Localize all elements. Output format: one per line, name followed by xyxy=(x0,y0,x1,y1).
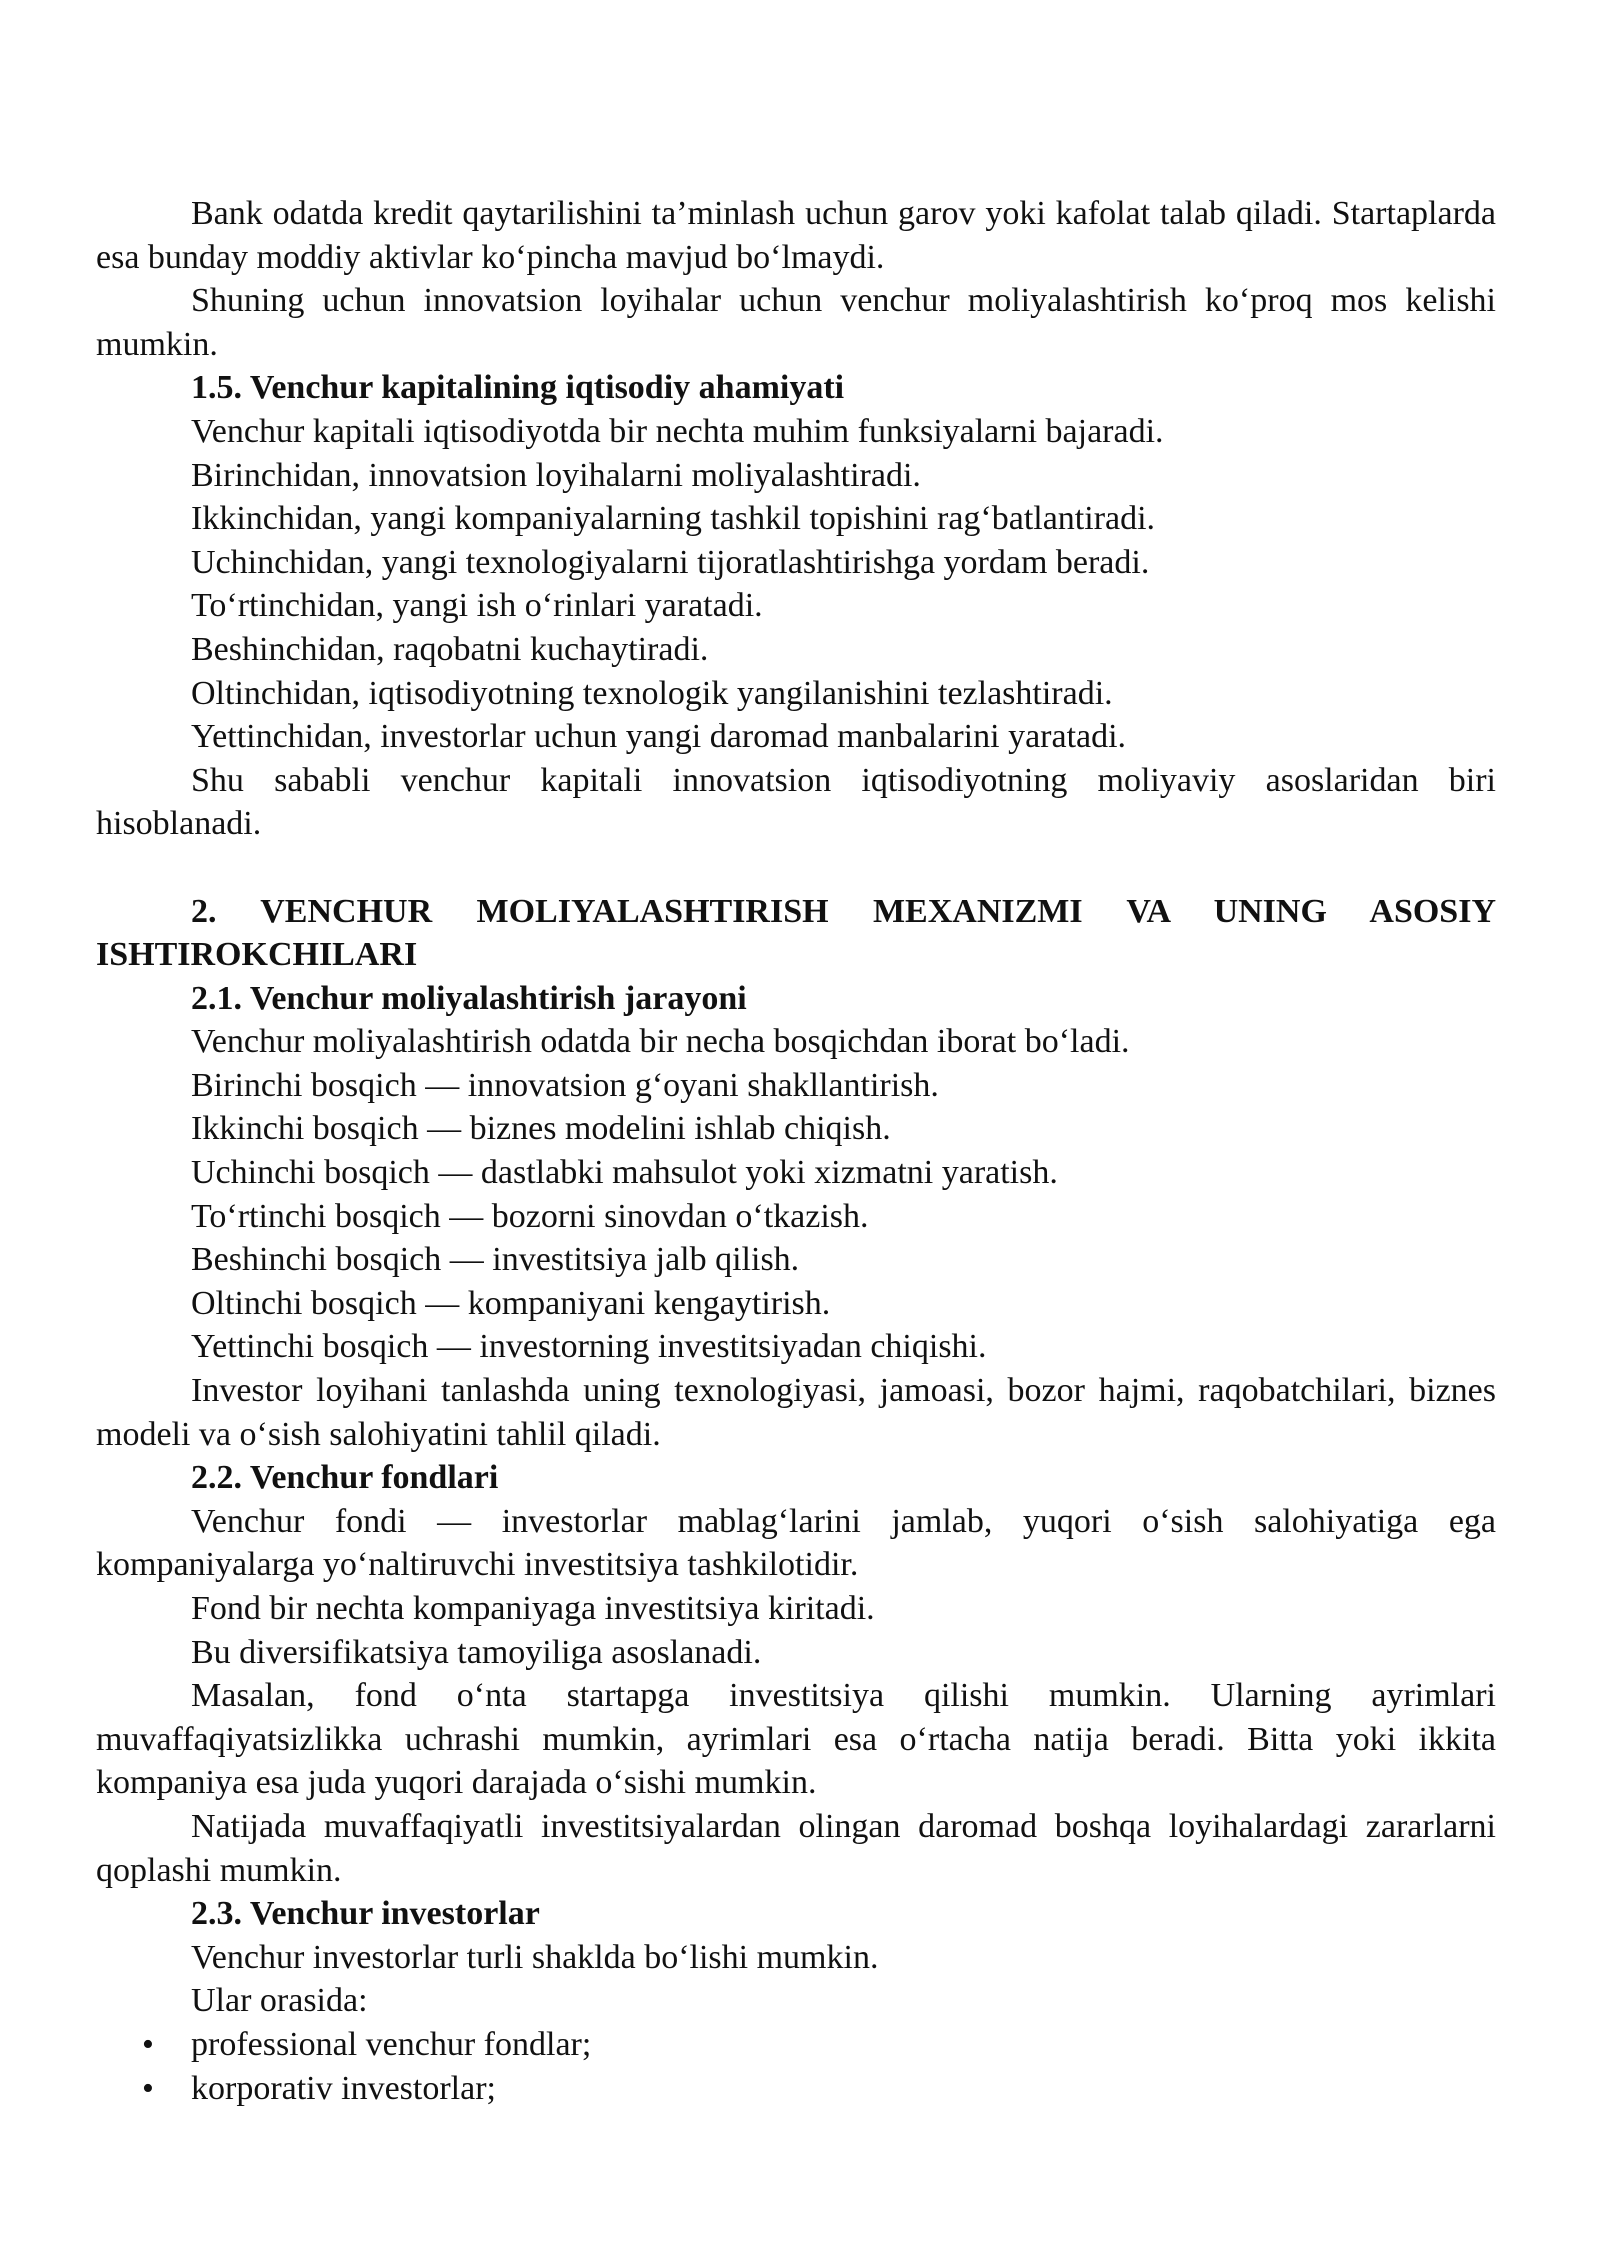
line-1-5-first: Birinchidan, innovatsion loyihalarni moliyalashtiradi. xyxy=(191,456,921,494)
paragraph-2-2-result: Natijada muvaffaqiyatli investitsiyalardan olingan daromad boshqa loyihalardagi zararlarni qoplashi mumkin. xyxy=(96,1807,1496,1889)
bullet-icon: • xyxy=(142,2069,154,2107)
paragraph-2-2-multiple: Fond bir nechta kompaniyaga investitsiya kiritadi. xyxy=(191,1590,875,1627)
paragraph-2-3-forms: Venchur investorlar turli shaklda bo‘lishi mumkin. xyxy=(191,1938,879,1976)
paragraph-2-1-closing: Investor loyihani tanlashda uning texnologiyasi, jamoasi, bozor hajmi, raqobatchilari, biznes modeli va o‘sish salohiyatini tahlil qiladi. xyxy=(96,1372,1496,1453)
line-1-5-third: Uchinchidan, yangi texnologiyalarni tijoratlashtirishga yordam beradi. xyxy=(191,543,1150,581)
document-page xyxy=(96,192,1496,2110)
line-1-5-seventh: Yettinchidan, investorlar uchun yangi daromad manbalarini yaratadi. xyxy=(191,718,1127,756)
list-item-text: korporativ investorlar; xyxy=(191,2069,496,2107)
investor-types-list xyxy=(96,2023,1496,2110)
paragraph-venture-fit: Shuning uchun innovatsion loyihalar uchun venchur moliyalashtirish ko‘proq mos kelishi mumkin. xyxy=(96,282,1496,363)
list-item-text: professional venchur fondlar; xyxy=(191,2025,592,2063)
line-2-1-stage-6: Oltinchi bosqich — kompaniyani kengaytirish. xyxy=(191,1284,831,1322)
heading-section-2: 2. VENCHUR MOLIYALASHTIRISH MEXANIZMI VA UNING ASOSIY ISHTIROKCHILARI xyxy=(96,892,1496,974)
line-2-1-stage-3: Uchinchi bosqich — dastlabki mahsulot yoki xizmatni yaratish. xyxy=(191,1154,1058,1192)
paragraph-1-5-closing: Shu sababli venchur kapitali innovatsion iqtisodiyotning moliyaviy asoslaridan biri hisoblanadi. xyxy=(96,761,1496,843)
line-2-1-stage-2: Ikkinchi bosqich — biznes modelini ishlab chiqish. xyxy=(191,1110,891,1148)
line-2-1-intro: Venchur moliyalashtirish odatda bir necha bosqichdan iborat bo‘ladi. xyxy=(191,1023,1130,1061)
line-1-5-fourth: To‘rtinchidan, yangi ish o‘rinlari yaratadi. xyxy=(191,587,763,625)
paragraph-bank-collateral: Bank odatda kredit qaytarilishini ta’minlash uchun garov yoki kafolat talab qiladi. Startaplarda esa bunday moddiy aktivlar ko‘pincha mavjud bo‘lmaydi. xyxy=(96,195,1496,276)
paragraph-2-2-example: Masalan, fond o‘nta startapga investitsiya qilishi mumkin. Ularning ayrimlari muvaffaqiyatsizlikka uchrashi mumkin, ayrimlari esa o‘rtacha natija beradi. Bitta yoki ikkita kompaniya esa juda yuqori darajada o‘sishi mumkin. xyxy=(96,1677,1496,1802)
list-item xyxy=(96,2067,1496,2111)
line-1-5-sixth: Oltinchidan, iqtisodiyotning texnologik yangilanishini tezlashtiradi. xyxy=(191,674,1113,712)
heading-2-2: 2.2. Venchur fondlari xyxy=(191,1459,499,1497)
list-item xyxy=(96,2023,1496,2067)
paragraph-2-2-diversification: Bu diversifikatsiya tamoyiliga asoslanadi. xyxy=(191,1633,762,1671)
line-1-5-second: Ikkinchidan, yangi kompaniyalarning tashkil topishini rag‘batlantiradi. xyxy=(191,500,1156,538)
line-1-5-fifth: Beshinchidan, raqobatni kuchaytiradi. xyxy=(191,630,709,668)
heading-2-3: 2.3. Venchur investorlar xyxy=(191,1895,540,1933)
line-2-1-stage-4: To‘rtinchi bosqich — bozorni sinovdan o‘tkazish. xyxy=(191,1197,869,1235)
heading-2-1: 2.1. Venchur moliyalashtirish jarayoni xyxy=(191,979,747,1017)
line-1-5-intro: Venchur kapitali iqtisodiyotda bir nechta muhim funksiyalarni bajaradi. xyxy=(191,412,1164,450)
line-2-1-stage-7: Yettinchi bosqich — investorning investitsiyadan chiqishi. xyxy=(191,1328,987,1366)
paragraph-2-3-among: Ular orasida: xyxy=(191,1982,368,2020)
heading-1-5: 1.5. Venchur kapitalining iqtisodiy ahamiyati xyxy=(191,369,845,407)
line-2-1-stage-5: Beshinchi bosqich — investitsiya jalb qilish. xyxy=(191,1241,800,1279)
paragraph-2-2-definition: Venchur fondi — investorlar mablag‘larini jamlab, yuqori o‘sish salohiyatiga ega kompaniyalarga yo‘naltiruvchi investitsiya tashkilotidir. xyxy=(96,1502,1496,1584)
bullet-icon: • xyxy=(142,2025,154,2063)
line-2-1-stage-1: Birinchi bosqich — innovatsion g‘oyani shakllantirish. xyxy=(191,1066,939,1104)
